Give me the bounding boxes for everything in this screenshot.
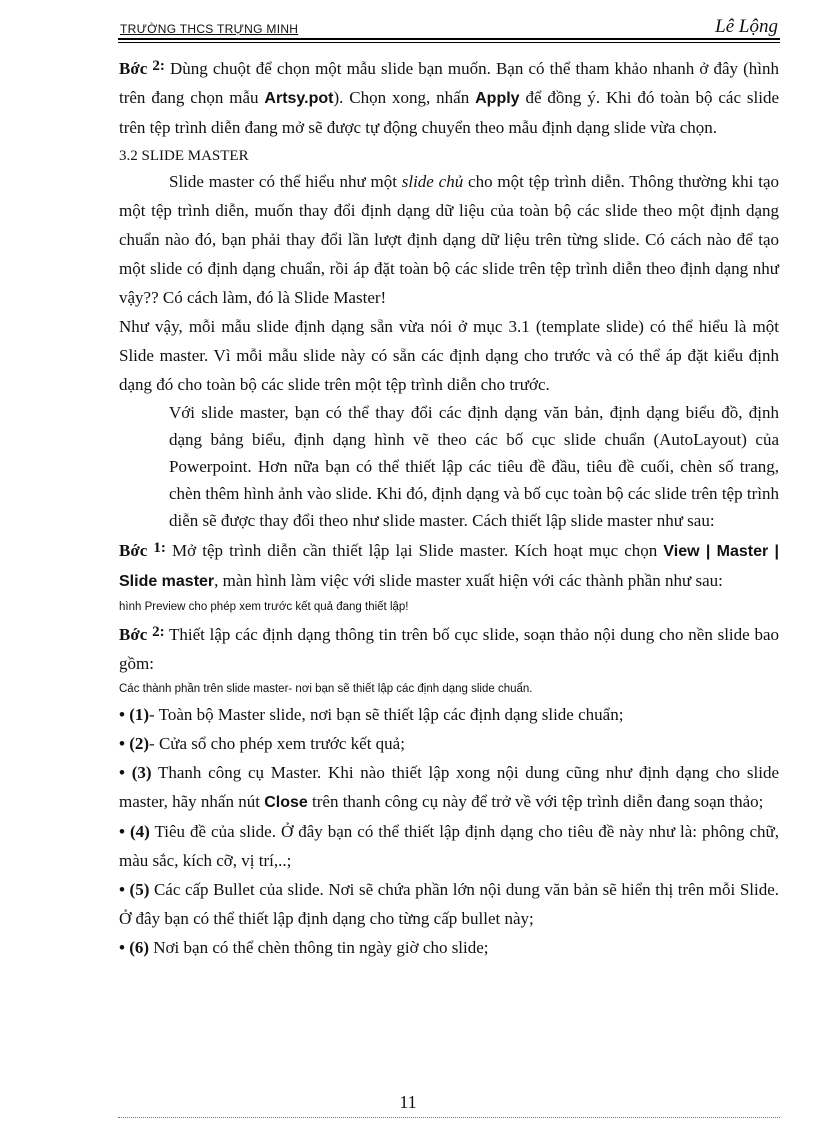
paragraph-step2 — [119, 618, 779, 678]
text-run: để đồng ý. Khi đó toàn bộ các slide trên tệp trình diễn đang mở sẽ được tự động chuyển theo mẫu định dạng slide vừa chọn. — [119, 88, 779, 137]
step-number: 1: — [153, 540, 166, 556]
bullet-icon: • — [119, 822, 125, 841]
list-number: (1) — [129, 705, 150, 724]
list-number: (2) — [129, 734, 150, 753]
text-run: ). Chọn xong, nhấn — [333, 88, 476, 107]
text-run: , màn hình làm việc với slide master xuất hiện với các thành phần như sau: — [214, 571, 723, 590]
list-item — [119, 875, 779, 933]
list-item — [119, 933, 779, 962]
list-number: (3) — [131, 763, 152, 782]
bullet-icon: • — [119, 938, 125, 957]
list-text: trên thanh công cụ này để trở về với tệp trình diễn đang soạn thảo; — [307, 792, 764, 811]
step-label: Bớc — [119, 625, 148, 644]
list-number: (5) — [129, 880, 150, 899]
paragraph-slide-master-intro — [119, 167, 779, 312]
list-text: Các cấp Bullet của slide. Nơi sẽ chứa phần lớn nội dung văn bản sẽ hiển thị trên mỗi Slide. Ở đây bạn có thể thiết lập định dạng cho từng cấp bullet này; — [119, 880, 780, 928]
close-keyword: Close — [264, 794, 308, 811]
list-item — [119, 700, 779, 729]
figure-caption-components: Các thành phần trên slide master- nơi bạn sẽ thiết lập các định dạng slide chuẩn. — [119, 683, 533, 695]
footer-rule — [118, 1117, 780, 1118]
bullet-icon: • — [119, 705, 125, 724]
list-text: - Toàn bộ Master slide, nơi bạn sẽ thiết lập các định dạng slide chuẩn; — [149, 705, 624, 724]
apply-keyword: Apply — [475, 90, 520, 107]
header-school-name: TRƯỜNG THCS TRỰNG MINH — [120, 22, 299, 36]
list-text: Nơi bạn có thể chèn thông tin ngày giờ cho slide; — [149, 938, 489, 957]
list-text: - Cửa sổ cho phép xem trước kết quả; — [149, 734, 405, 753]
section-title: 3.2 SLIDE MASTER — [119, 148, 249, 164]
bullet-icon: • — [119, 880, 125, 899]
header-rule-thin — [118, 42, 780, 43]
step-label: Bớc — [119, 541, 148, 560]
list-item — [119, 729, 779, 758]
menu-path: View | Master | Slide master — [119, 543, 779, 590]
text-run: Mở tệp trình diễn cần thiết lập lại Slide master. Kích hoạt mục chọn — [165, 541, 664, 560]
step-number: 2: — [152, 624, 165, 640]
bullet-icon: • — [119, 763, 125, 782]
header-author-signature: Lê Lộng — [715, 16, 778, 37]
text-run: cho một tệp trình diễn. Thông thường khi tạo một tệp trình diễn, muốn thay đổi định dạng dữ liệu của toàn bộ các slide theo một định dạng chuẩn nào đó, bạn phải thay đổi lần lượt định dạng dữ liệu trên từng slide. Có cách nào để tạo một slide có định dạng chuẩn, rồi áp đặt toàn bộ các slide trên tệp trình diễn theo định dạng như vậy?? Có cách làm, đó là Slide Master! — [119, 172, 779, 307]
paragraph-slide-master-features: Với slide master, bạn có thể thay đổi các định dạng văn bản, định dạng biểu đồ, định dạng bảng biểu, định dạng hình vẽ theo các bố cục slide chuẩn (AutoLayout) của Powerpoint. Hơn nữa bạn có thể thiết lập các tiêu đề đầu, tiêu đề cuối, chèn số trang, chèn thêm hình ảnh vào slide. Khi đó, định dạng và bố cục toàn bộ các slide trên tệp trình diễn sẽ được thay đổi theo như slide master. Cách thiết lập slide master như sau: — [169, 403, 779, 530]
text-run: Dùng chuột để chọn một mẫu slide bạn muốn. Bạn có thể tham khảo nhanh ở đây (hình trên đang chọn mẫu — [119, 59, 779, 107]
header-rule — [118, 38, 780, 40]
list-number: (6) — [129, 938, 150, 957]
paragraph-step1 — [119, 534, 779, 596]
list-item — [119, 758, 779, 817]
paragraph-template-explanation: Như vậy, mỗi mẫu slide định dạng sẵn vừa nói ở mục 3.1 (template slide) có thể hiểu là một Slide master. Vì mỗi mẫu slide này có sẵn các định dạng cho trước và có thể áp đặt kiểu định dạng đó cho toàn bộ các slide trên một tệp trình diễn cho trước. — [119, 317, 779, 394]
step-number: 2: — [152, 58, 165, 74]
emphasis-text: slide chủ — [401, 172, 464, 191]
bullet-icon: • — [119, 734, 125, 753]
text-run: Slide master có thể hiểu như một — [169, 172, 402, 191]
page-number: 11 — [399, 1092, 417, 1112]
step-label: Bớc — [119, 59, 148, 78]
list-text: Thanh công cụ Master. Khi nào thiết lập xong nội dung cũng như định dạng cho slide master, hãy nhấn nút — [119, 763, 780, 811]
page-content — [119, 52, 779, 962]
list-number: (4) — [129, 822, 150, 841]
list-item — [119, 817, 779, 875]
list-text: Tiêu đề của slide. Ở đây bạn có thể thiết lập định dạng cho tiêu đề này như là: phông chữ, màu sắc, kích cỡ, vị trí,..; — [119, 822, 780, 870]
figure-caption-preview: hình Preview cho phép xem trước kết quả đang thiết lập! — [119, 601, 409, 613]
template-name: Artsy.pot — [264, 90, 334, 107]
text-run: Thiết lập các định dạng thông tin trên bố cục slide, soạn thảo nội dung cho nền slide bao gồm: — [119, 625, 779, 673]
paragraph-step2-template — [119, 52, 779, 142]
